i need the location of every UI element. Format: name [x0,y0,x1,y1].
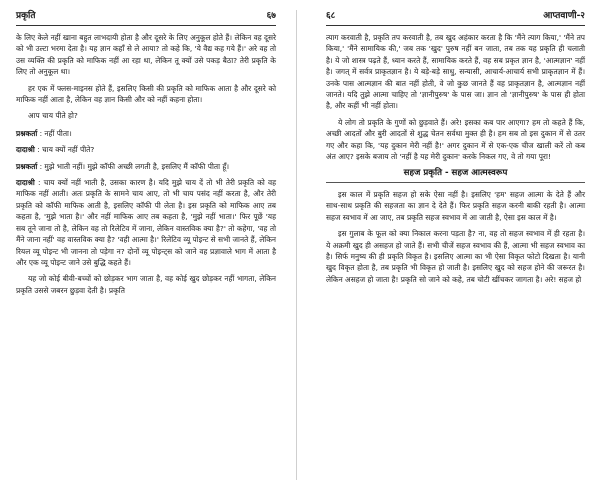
body-paragraph: यह जो कोई बीवी-बच्चों को छोड़कर भाग जाता है, वह कोई खुद छोड़कर नहीं भागता, लेकिन प्रकृति उससे जबरन छुड़वा देती है। प्रकृति [16,274,276,295]
body-paragraph: इस गुलाब के फूल को क्या निकाल करना पड़ता है? ना, वह तो सहज स्वभाव में ही रहता है। ये अक्रमी खुद ही असहज हो जाते हैं। सभी चीजें सहज स्वभाव की हैं, आत्मा भी सहज स्वभाव का है। सिर्फ मनुष्य की ही प्रकृति विकृत है। इसलिए आत्मा का भी ऐसा विकृत फोटो दिखता है। यानी खुद विकृत होता है, तब प्रकृति भी विकृत हो जाती है। इसलिए खुद को सहज होने की जरूरत है। लेकिन असहज हो जाता है! प्रकृति सो जाने को कहे, तब चोटी खींचकर जागता है। अरे! सहज हो [326,229,585,284]
dialogue-text: : नहीं पीता। [37,128,72,138]
dialogue-text: : चाय क्यों नहीं पीते? [34,145,95,155]
left-page-header [16,8,276,22]
dialogue-paragraph [16,128,276,139]
right-body-bottom [326,189,585,285]
dialogue-paragraph [16,161,276,172]
speaker-label: दादाश्री [16,145,35,155]
page-gutter [296,10,297,480]
dialogue-text: : मुझे भाती नहीं। मुझे कॉफी अच्छी लगती है, इसलिए मैं कॉफी पीता हूँ। [37,161,230,171]
right-page [310,0,599,484]
dialogue-text: : चाय क्यों नहीं भाती है, उसका कारण है। यदि मुझे चाय दें तो भी तेरी प्रकृति को वह माफिक नहीं आती। अतः प्रकृति के सामने चाय आए, तो भी चाय पसंद नहीं करता है, और तेरी प्रकृति को कॉफी माफिक आती है, इसलिए कॉफी पी लेता है। इस प्रकृति को माफिक आए तब कहता है, 'मुझे भाता है।' और नहीं माफिक आए तब कहता है, 'मुझे नहीं भाता।' फिर पूछें 'यह सब तूने जाना तो है, लेकिन वह तो रिलेटिव में जाना, लेकिन वास्तविक क्या है?' तो कहेगा, 'वह तो मैंने जाना नहीं' वह वास्तविक क्या है? 'वही आत्मा है।' रिलेटिव व्यू पोइन्ट से सभी जानते हैं, लेकिन रियल व्यू पोइन्ट भी जानना तो पड़ेगा न? दोनों व्यू पोइन्ट्स को जाने वह प्रज्ञावाले भाग में आता है और एक व्यू पोइन्ट जाने उसे बुद्धि कहते हैं। [16,178,276,267]
left-page [0,0,290,484]
body-paragraph: के लिए केले नहीं खाना बहुत लाभदायी होता है और दूसरे के लिए अनुकूल होते हैं। लेकिन वह दूसरे को भी उल्टा भरमा देता है। यह ज्ञान कहाँ से ले आया? तो कहे कि, 'ये वैद्य कह गये हैं।' अरे वह तो उस व्यक्ति की प्रकृति को माफिक नहीं आ रहा था, लेकिन तू क्यों उसे पकड़ बैठा? तेरी प्रकृति के लिए तो अनुकूल था। [16,33,276,77]
body-paragraph: ये लोग तो प्रकृति के गुणों को छुड़वाते हैं। अरे! इसका कब पार आएगा? हम तो कहते हैं कि, अच्छी आदतों और बुरी आदतों से शुद्ध चेतन सर्वथा मुक्त ही है। हम सब तो इस दुकान में से उतर गए और कहा कि, 'यह दुकान मेरी नहीं है!' अगर दुकान में से एक-एक चीज खाली करें तो कब अंत आए? इसके बजाय तो 'नहीं है यह मेरी दुकान' करके निकल गए, वे तो गया पूरा! [326,117,585,162]
left-header-rule [16,25,276,26]
left-page-number: ६७ [266,11,276,21]
right-header-rule [326,25,585,26]
section-heading: सहज प्रकृति - सहज आत्मस्वरूप [403,168,508,179]
left-running-title: प्रकृति [16,11,36,21]
dialogue-paragraph [16,144,276,155]
right-running-title: आप्तवाणी-२ [543,11,585,21]
left-page-body [16,32,276,301]
body-paragraph: हर एक में फ्लस-माइनस होते हैं, इसलिए किसी की प्रकृति को माफिक आता है और दूसरे को माफिक नहीं आता है, लेकिन वह ज्ञान किसी और को नहीं कहना होता। [16,83,276,105]
body-paragraph: इस काल में प्रकृति सहज हो सके ऐसा नहीं है। इसलिए 'हम' सहज आत्मा के देते हैं और साथ-साथ प्रकृति की सहजता का ज्ञान दे देते हैं। फिर प्रकृति सहज करनी बाकी रहती है। आत्मा सहज स्वभाव में आ जाए, तब प्रकृति सहज स्वभाव में आ जाती है, ऐसा इस काल में है। [326,189,585,222]
body-paragraph: त्याग करवाती है, प्रकृति तप करवाती है, तब खुद अहंकार करता है कि 'मैंने त्याग किया,' 'मैंने तप किया,' 'मैंने सामायिक की,' जब तक 'खुद' पुरुष नहीं बन जाता, तब तक यह प्रकृति ही चलाती है। ये जो शास्त्र पढ़ते हैं, ध्यान करते हैं, सामायिक करते हैं, वह सब प्रकृत ज्ञान है, 'आत्मज्ञान' नहीं है। जगत् में सर्वत्र प्राकृतज्ञान है। ये बड़े-बड़े साधु, सन्यासी, आचार्य-आचार्य सभी प्राकृतज्ञान में हैं। उनके पास आत्मज्ञान की बात नहीं होती, वे जो कुछ जानते हैं वह प्राकृतज्ञान है, आत्मज्ञान नहीं जानते। यदि तुझे आत्मा चाहिए तो 'ज्ञानीपुरुष' के पास जा। ज्ञान तो 'ज्ञानीपुरुष' के पास ही होता है, और कहीं भी नहीं होता। [326,33,585,111]
section-heading-rule [326,182,585,183]
right-page-header [326,8,585,22]
dialogue-paragraph [16,177,276,268]
right-page-number: ६८ [326,11,336,21]
right-body-top [326,32,585,162]
right-page-body [326,32,585,290]
speaker-label: प्रश्नकर्ता [16,161,38,171]
body-paragraph: आप चाय पीते हो? [28,111,78,121]
speaker-label: प्रश्नकर्ता [16,128,38,138]
speaker-label: दादाश्री [16,178,35,188]
